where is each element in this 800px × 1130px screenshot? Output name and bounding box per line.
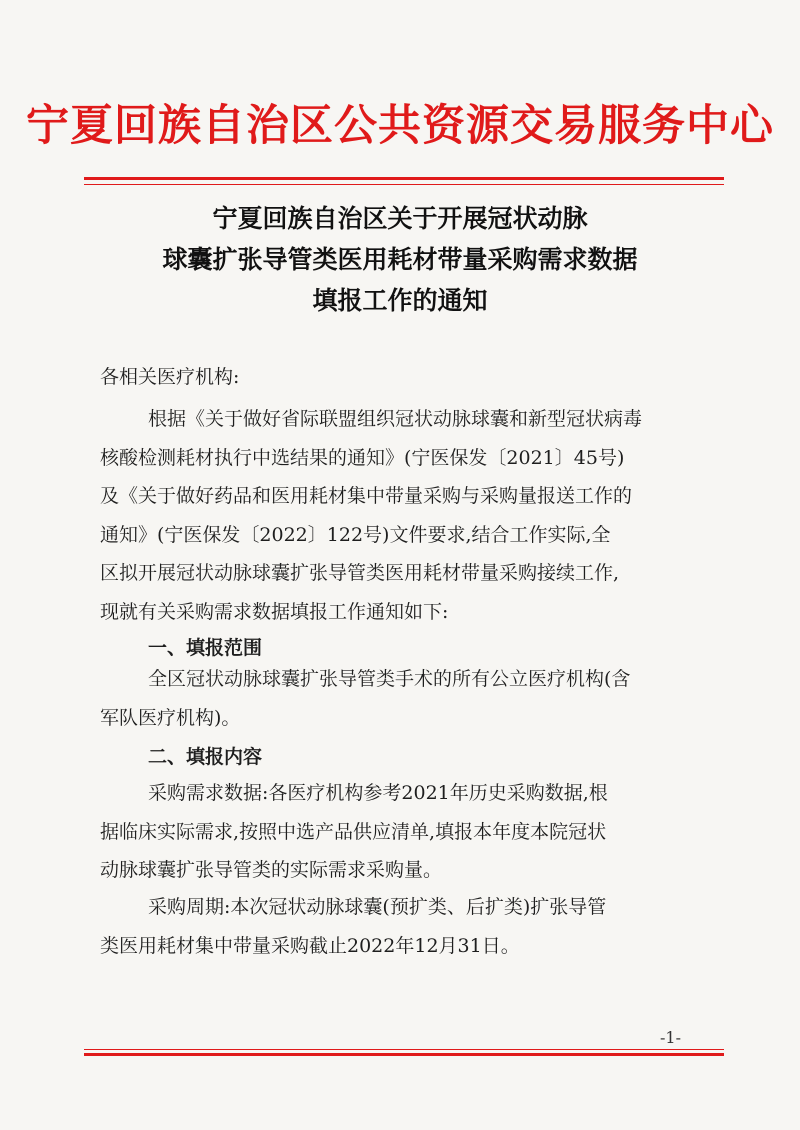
period-line: 采购周期:本次冠状动脉球囊(预扩类、后扩类)扩张导管 (148, 896, 607, 918)
header-rule-thin (84, 184, 724, 185)
intro-line: 核酸检测耗材执行中选结果的通知》(宁医保发〔2021〕45号) (100, 446, 625, 469)
salutation: 各相关医疗机构: (100, 366, 240, 388)
demand-paragraph (100, 774, 700, 890)
title-line-3: 填报工作的通知 (312, 286, 488, 315)
demand-line: 据临床实际需求,按照中选产品供应清单,填报本年度本院冠状 (100, 820, 607, 843)
page-number: -1- (660, 1028, 681, 1047)
intro-line: 及《关于做好药品和医用耗材集中带量采购与采购量报送工作的 (100, 485, 633, 507)
section-1-paragraph (100, 660, 700, 737)
intro-line: 通知》(宁医保发〔2022〕122号)文件要求,结合工作实际,全 (100, 523, 611, 546)
period-line: 类医用耗材集中带量采购截止2022年12月31日。 (100, 934, 520, 957)
title-line-2: 球囊扩张导管类医用耗材带量采购需求数据 (162, 245, 638, 274)
intro-paragraph (100, 400, 700, 631)
demand-line: 动脉球囊扩张导管类的实际需求采购量。 (100, 859, 443, 881)
section-2-heading: 二、填报内容 (148, 746, 263, 768)
intro-line: 根据《关于做好省际联盟组织冠状动脉球囊和新型冠状病毒 (148, 408, 643, 430)
footer-rule-thin (84, 1049, 724, 1050)
demand-line: 采购需求数据:各医疗机构参考2021年历史采购数据,根 (148, 782, 608, 804)
period-paragraph (100, 888, 700, 965)
org-header-title: 宁夏回族自治区公共资源交易服务中心 (26, 101, 774, 151)
intro-line: 现就有关采购需求数据填报工作通知如下: (100, 600, 449, 623)
section-1-line: 全区冠状动脉球囊扩张导管类手术的所有公立医疗机构(含 (148, 668, 631, 690)
footer-rule-thick (84, 1053, 724, 1056)
section-1-line: 军队医疗机构)。 (100, 706, 241, 729)
document-title (0, 198, 800, 321)
title-line-1: 宁夏回族自治区关于开展冠状动脉 (212, 204, 588, 233)
intro-line: 区拟开展冠状动脉球囊扩张导管类医用耗材带量采购接续工作, (100, 562, 620, 584)
header-rule-thick (84, 177, 724, 180)
section-1-heading: 一、填报范围 (148, 637, 263, 659)
